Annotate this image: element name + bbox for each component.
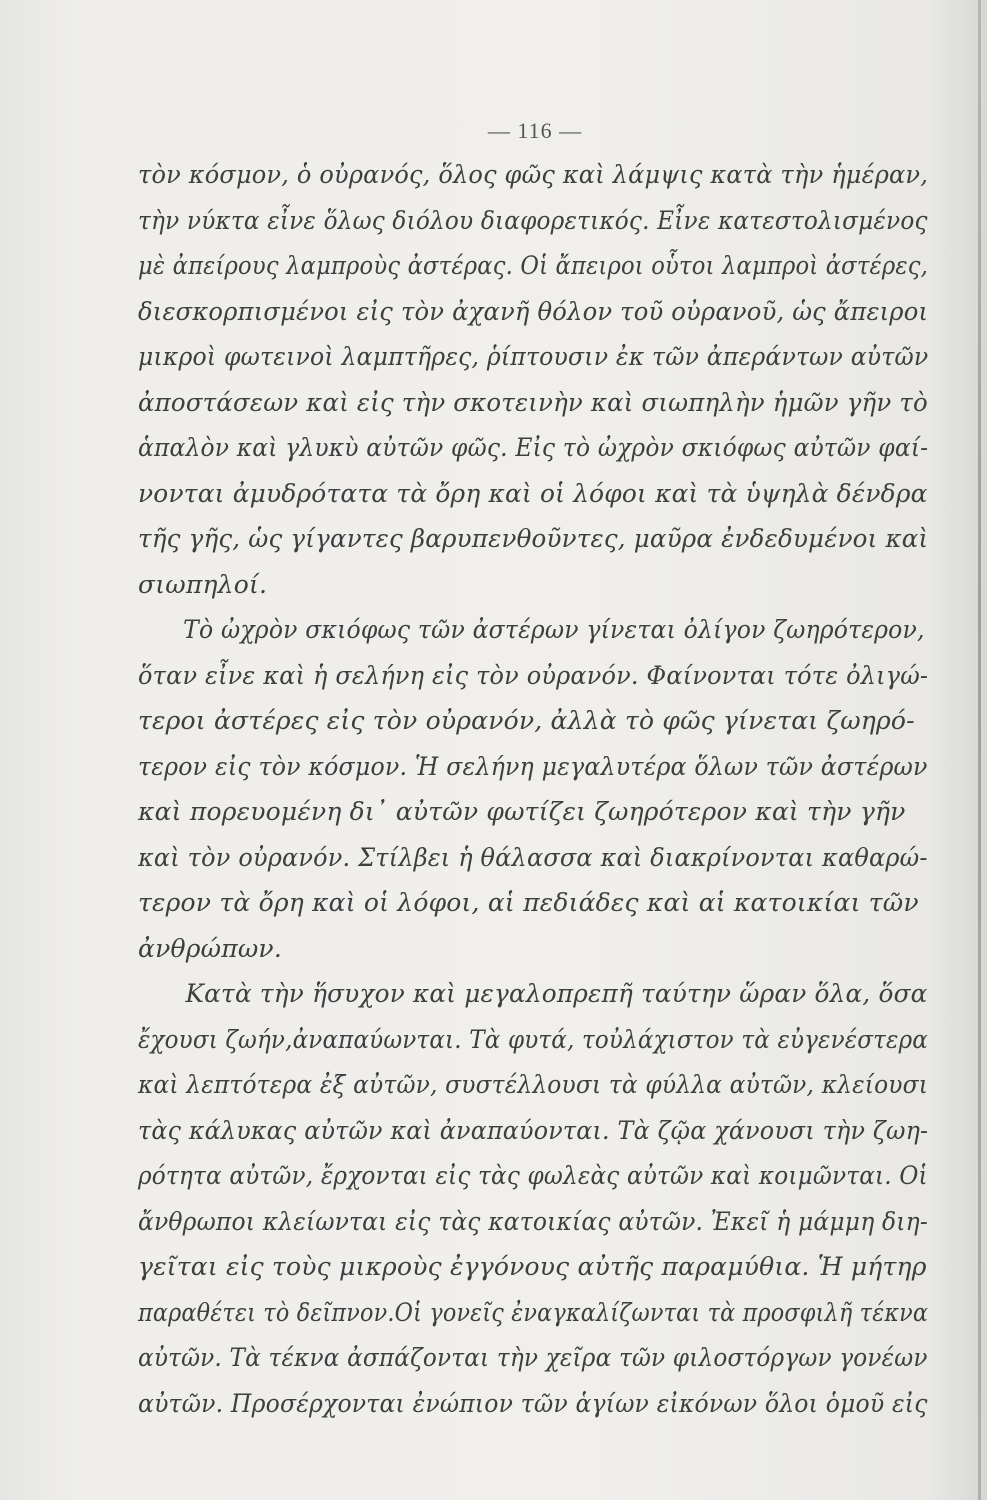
text-line: καὶ τὸν οὐρανόν. Στίλβει ἡ θάλασσα καὶ διακρίνονται καθαρώ- [138, 842, 928, 872]
text-line: ὅταν εἶνε καὶ ἡ σελήνη εἰς τὸν οὐρανόν. Φαίνονται τότε ὀλιγώ- [138, 660, 929, 690]
text-line: καὶ πορευομένη δι᾽ αὐτῶν φωτίζει ζωηρότερον καὶ τὴν γῆν [138, 797, 906, 826]
text-line: ἄνθρωποι κλείωνται εἰς τὰς κατοικίας αὐτῶν. Ἐκεῖ ἡ μάμμη διη- [138, 1206, 928, 1236]
text-line: ἀποστάσεων καὶ εἰς τὴν σκοτεινὴν καὶ σιωπηλὴν ἡμῶν γῆν τὸ [138, 387, 928, 417]
text-line: αὐτῶν. Τὰ τέκνα ἀσπάζονται τὴν χεῖρα τῶν φιλοστόργων γονέων [138, 1343, 928, 1372]
text-line: μὲ ἀπείρους λαμπροὺς ἀστέρας. Οἱ ἄπειροι οὗτοι λαμπροὶ ἀστέρες, [138, 251, 928, 280]
text-line: τὸν κόσμον, ὁ οὐρανός, ὅλος φῶς καὶ λάμψις κατὰ τὴν ἡμέραν, [138, 160, 929, 189]
text-line: τερον εἰς τὸν κόσμον. Ἡ σελήνη μεγαλυτέρα ὅλων τῶν ἀστέρων [138, 751, 928, 781]
text-line: Τὸ ὠχρὸν σκιόφως τῶν ἀστέρων γίνεται ὀλίγον ζωηρότερον, [183, 615, 925, 644]
text-line: αὐτῶν. Προσέρχονται ἐνώπιον τῶν ἁγίων εἰκόνων ὅλοι ὁμοῦ εἰς [138, 1388, 928, 1418]
page-number: — 116 — [487, 118, 583, 143]
text-line: γεῖται εἰς τοὺς μικροὺς ἐγγόνους αὐτῆς παραμύθια. Ἡ μήτηρ [138, 1252, 927, 1281]
text-line: ἀνθρώπων. [138, 933, 282, 963]
text-line: τὴν νύκτα εἶνε ὅλως διόλου διαφορετικός. Εἶνε κατεστολισμένος [138, 205, 928, 235]
text-line: παραθέτει τὸ δεῖπνον.Οἱ γονεῖς ἐναγκαλίζωνται τὰ προσφιλῆ τέκνα [138, 1297, 929, 1327]
text-line: μικροὶ φωτεινοὶ λαμπτῆρες, ῥίπτουσιν ἐκ τῶν ἀπεράντων αὐτῶν [138, 342, 929, 371]
text-line: τῆς γῆς, ὡς γίγαντες βαρυπενθοῦντες, μαῦρα ἐνδεδυμένοι καὶ [138, 524, 929, 553]
text-line: νονται ἀμυδρότατα τὰ ὄρη καὶ οἱ λόφοι καὶ τὰ ὑψηλὰ δένδρα [138, 478, 928, 508]
text-line: καὶ λεπτότερα ἐξ αὐτῶν, συστέλλουσι τὰ φύλλα αὐτῶν, κλείουσι [138, 1070, 929, 1099]
text-line: Κατὰ τὴν ἥσυχον καὶ μεγαλοπρεπῆ ταύτην ὥραν ὅλα, ὅσα [185, 979, 928, 1008]
text-line: ἔχουσι ζωήν,ἀναπαύωνται. Τὰ φυτά, τοὐλάχιστον τὰ εὐγενέστερα [138, 1024, 928, 1054]
text-line: τὰς κάλυκας αὐτῶν καὶ ἀναπαύονται. Τὰ ζῷα χάνουσι τὴν ζωη- [138, 1115, 929, 1145]
page-text [138, 152, 928, 1426]
text-line: τερον τὰ ὄρη καὶ οἱ λόφοι, αἱ πεδιάδες καὶ αἱ κατοικίαι τῶν [138, 888, 919, 917]
text-line: σιωπηλοί. [138, 569, 268, 599]
text-line: ἁπαλὸν καὶ γλυκὺ αὐτῶν φῶς. Εἰς τὸ ὠχρὸν σκιόφως αὐτῶν φαί- [138, 433, 929, 462]
text-line: ρότητα αὐτῶν, ἔρχονται εἰς τὰς φωλεὰς αὐτῶν καὶ κοιμῶνται. Οἱ [138, 1161, 928, 1190]
text-line: τεροι ἀστέρες εἰς τὸν οὐρανόν, ἀλλὰ τὸ φῶς γίνεται ζωηρό- [138, 706, 915, 735]
page-edge-shadow [978, 0, 981, 1500]
text-line: διεσκορπισμένοι εἰς τὸν ἀχανῆ θόλον τοῦ οὐρανοῦ, ὡς ἄπειροι [138, 296, 929, 326]
